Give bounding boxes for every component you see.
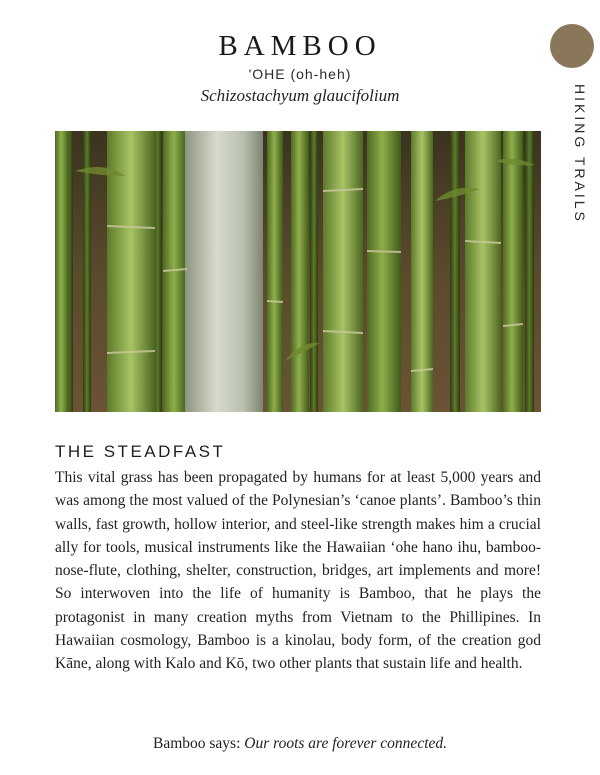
quote-text: Our roots are forever connected.: [244, 735, 448, 752]
bamboo-photo: [55, 131, 541, 412]
bamboo-quote: [0, 735, 600, 753]
side-tab-label: HIKING TRAILS: [572, 84, 588, 224]
section-heading: THE STEADFAST: [55, 442, 226, 461]
pronunciation: 'OHE (oh-heh): [248, 66, 352, 82]
section-body: This vital grass has been propagated by humans for at least 5,000 years and was among the most valued of the Polynesian’s ‘canoe plants’. Bamboo’s thin walls, fast growth, hollow interior, and steel-like strength makes him a crucial ally for tools, musical instruments like the Hawaiian ‘ohe hano ihu, bamboo-nose-flute, clothing, shelter, construction, bridges, art implements and more! So interwoven into the life of humanity is Bamboo, that he plays the protagonist in many creation myths from Vietnam to the Phillipines. In Hawaiian cosmology, Bamboo is a kinolau, body form, of the creation god Kāne, along with Kalo and Kō, two other plants that sustain life and health.: [55, 469, 541, 673]
section-dot-icon: [550, 24, 594, 68]
bamboo-photo-illustration: [55, 131, 541, 412]
page-title: BAMBOO: [218, 30, 382, 62]
quote-lead: Bamboo says:: [152, 735, 245, 752]
scientific-name: Schizostachyum glaucifolium: [200, 86, 400, 105]
